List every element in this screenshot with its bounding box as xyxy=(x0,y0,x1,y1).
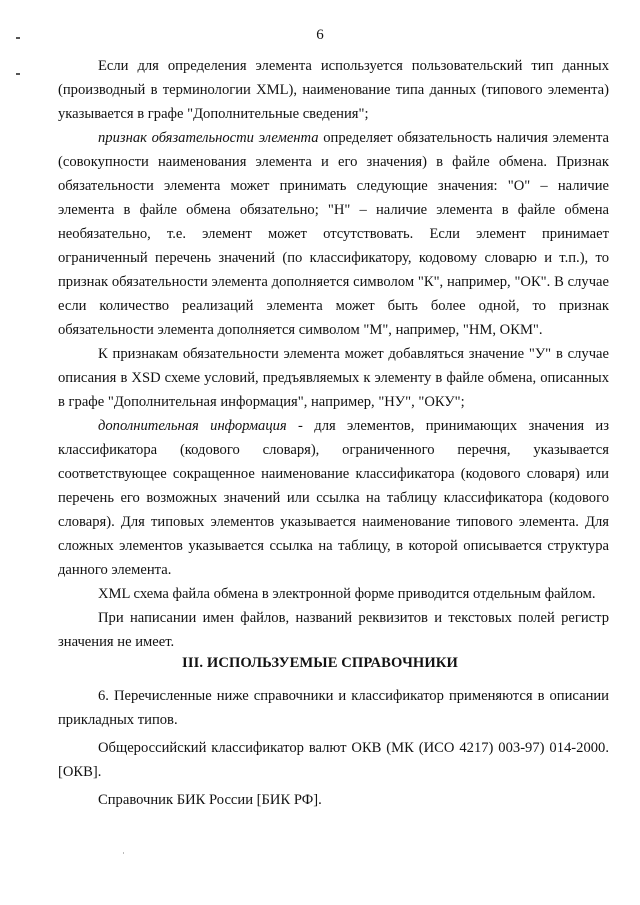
section-body xyxy=(58,684,609,816)
paragraph-lead: дополнительная информация xyxy=(98,418,287,434)
section-paragraph: 6. Перечисленные ниже справочники и классификатор применяются в описании прикладных типов. xyxy=(58,688,609,728)
body-text xyxy=(58,54,609,654)
paragraph-text: Если для определения элемента используется пользовательский тип данных (производный в терминологии XML), наименование типа данных (типового элемента) указывается в графе "Дополнительные сведения"; xyxy=(58,58,609,122)
paragraph-mandatory-flag xyxy=(58,126,609,342)
paragraph-case-insensitive xyxy=(58,606,609,654)
paragraph-text: определяет обязательность наличия элемента (совокупности наименования элемента и его значения) в файле обмена. Признак обязательности элемента может принимать следующие значения: "О" – наличие элемента в файле обмена обязательно; "Н" – наличие элемента в файле обмена необязательно, т.е. элемент может отсутствовать. Если элемент принимает ограниченный перечень значений (по классификатору, кодовому словарю и т.п.), то признак обязательности элемента дополняется символом "К", например, "ОК". В случае если количество реализаций элемента может быть более одной, то признак обязательности элемента дополняется символом "М", например, "НМ, ОКМ". xyxy=(58,130,609,338)
paragraph-user-type xyxy=(58,54,609,126)
paragraph-text: При написании имен файлов, названий реквизитов и текстовых полей регистр значения не имеет. xyxy=(58,610,609,650)
paragraph-text: - для элементов, принимающих значения из классификатора (кодового словаря), ограниченного перечня, указывается соответствующее сокращенное наименование классификатора (кодового словаря) или перечень его возможных значений или ссылка на таблицу классификатора (кодового словаря). Для типовых элементов указывается наименование типового элемента. Для сложных элементов указывается ссылка на таблицу, в которой описывается структура данного элемента. xyxy=(58,418,609,578)
scan-speck xyxy=(123,852,124,854)
paragraph-additional-info xyxy=(58,414,609,582)
paragraph-xml-schema xyxy=(58,582,609,606)
scan-mark xyxy=(16,37,20,39)
section-heading: III. ИСПОЛЬЗУЕМЫЕ СПРАВОЧНИКИ xyxy=(182,655,458,671)
paragraph-u-value xyxy=(58,342,609,414)
paragraph-lead: признак обязательности элемента xyxy=(98,130,319,146)
scan-mark xyxy=(16,73,20,75)
section-paragraph: Общероссийский классификатор валют ОКВ (МК (ИСО 4217) 003-97) 014-2000. [ОКВ]. xyxy=(58,740,609,780)
paragraph-text: XML схема файла обмена в электронной форме приводится отдельным файлом. xyxy=(98,586,596,602)
page-number: 6 xyxy=(316,27,324,43)
section-paragraph: Справочник БИК России [БИК РФ]. xyxy=(98,792,322,808)
paragraph-text: К признакам обязательности элемента может добавляться значение "У" в случае описания в XSD схеме условий, предъявляемых к элементу в файле обмена, описанных в графе "Дополнительная информация", например, "НУ", "ОКУ"; xyxy=(58,346,609,410)
